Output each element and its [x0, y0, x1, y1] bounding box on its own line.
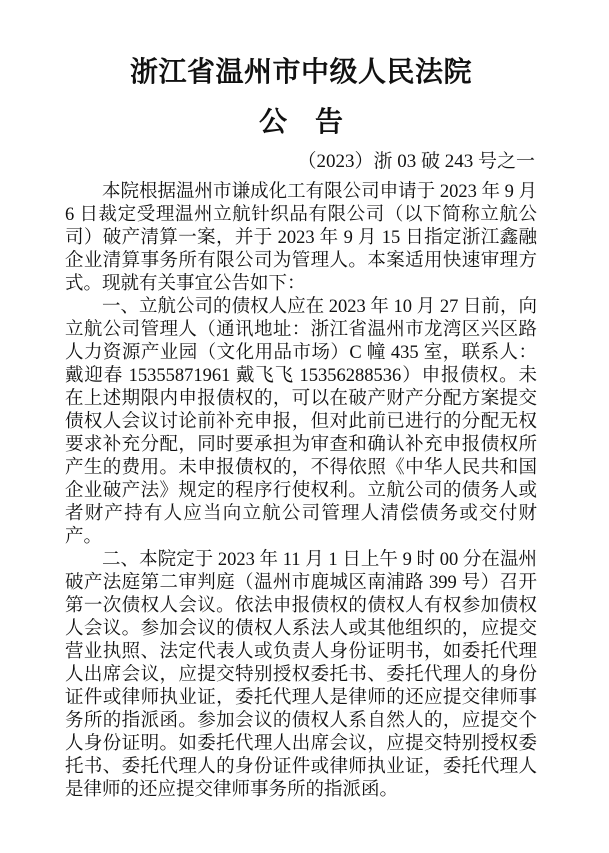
paragraph-claim-declaration: 一、立航公司的债权人应在 2023 年 10 月 27 日前，向立航公司管理人（通讯地址：浙江省温州市龙湾区兴区路人力资源产业园（文化用品市场）C 幢 435 室，联系人：戴迎春 15355871961 戴飞飞 15356288536）申报债权。未在上述期限内申报债权的，可以在破产财产分配方案提交债权人会议讨论前补充申报，但对此前已进行的分配无权要求补充分配，同时要承担为审查和确认补充申报债权所产生的费用。未申报债权的，不得依照《中华人民共和国企业破产法》规定的程序行使权利。立航公司的债务人或者财产持有人应当向立航公司管理人清偿债务或交付财产。 — [65, 297, 537, 547]
paragraph-creditors-meeting: 二、本院定于 2023 年 11 月 1 日上午 9 时 00 分在温州破产法庭第二审判庭（温州市鹿城区南浦路 399 号）召开第一次债权人会议。依法申报债权的债权人有权参加债权人会议。参加会议的债权人系法人或其他组织的，应提交营业执照、法定代表人或负责人身份证明书，如委托代理人出席会议，应提交特别授权委托书、委托代理人的身份证件或律师执业证，委托代理人是律师的还应提交律师事务所的指派函。参加会议的债权人系自然人的，应提交个人身份证明。如委托代理人出席会议，应提交特别授权委托书、委托代理人的身份证件或律师执业证，委托代理人是律师的还应提交律师事务所的指派函。 — [65, 550, 537, 800]
court-title: 浙江省温州市中级人民法院 — [129, 57, 472, 88]
case-number: （2023）浙 03 破 243 号之一 — [297, 151, 535, 172]
announcement-title: 公 告 — [258, 107, 343, 138]
paragraph-intro: 本院根据温州市谦成化工有限公司申请于 2023 年 9 月 6 日裁定受理温州立航针织品有限公司（以下简称立航公司）破产清算一案，并于 2023 年 9 月 15 日指定浙江鑫融企业清算事务所有限公司为管理人。本案适用快速审理方式。现就有关事宜公告如下： — [65, 182, 537, 294]
document-body — [65, 181, 537, 802]
